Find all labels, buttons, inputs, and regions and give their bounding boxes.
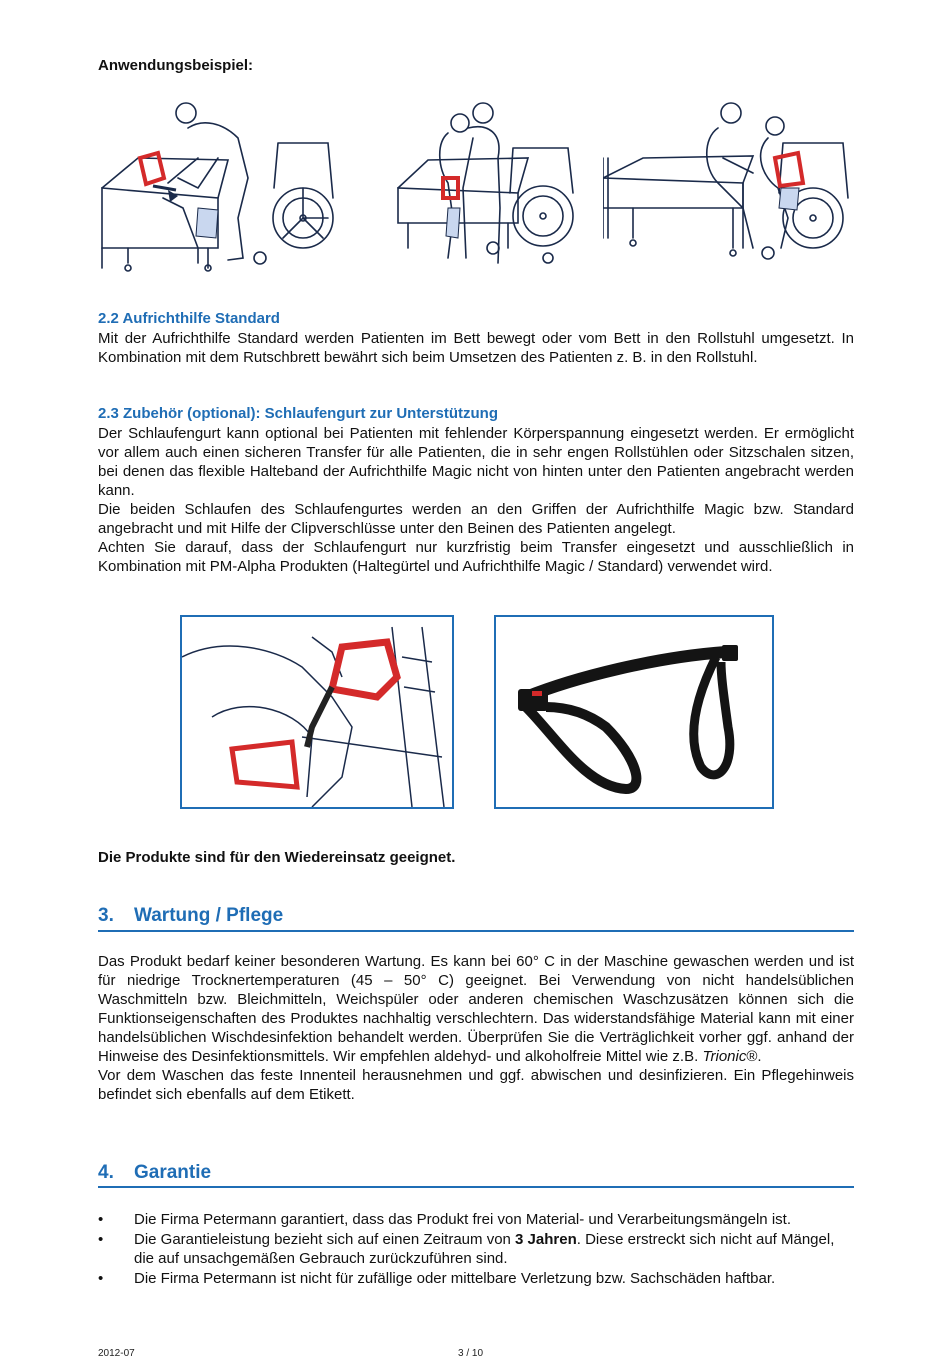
section-4-heading <box>98 1162 211 1184</box>
section-2-2-text <box>98 329 854 367</box>
loop-strap-drawing <box>496 617 772 807</box>
section-3-text <box>98 952 854 1104</box>
section-3-paragraph-1 <box>98 952 854 1066</box>
list-item <box>98 1210 854 1229</box>
warranty-period: 3 Jahren <box>515 1231 577 1248</box>
illustration-bed-transfer-1 <box>98 98 338 278</box>
illustration-bed-transfer-3 <box>603 98 853 278</box>
illustration-strip <box>98 98 854 278</box>
section-3-title: Wartung / Pflege <box>134 905 284 926</box>
section-3-number: 3. <box>98 905 114 926</box>
list-item <box>98 1230 854 1268</box>
footer-page-number: 3 / 10 <box>458 1348 484 1359</box>
bullet-icon: • <box>98 1211 104 1228</box>
section-3-text-main: Das Produkt bedarf keiner besonderen Wartung. Es kann bei 60° C in der Maschine gewaschen werden und ist für niedrige Trocknertemperaturen (45 – 50° C) geeignet. Bei Verwendung von nicht handelsüblichen Waschmitteln bzw. Bleichmitteln, Weichspüler oder anderen chemischen Waschzusätzen können sich die Funktionseigenschaften des Produktes nachhaltig verschlechtern. Das widerstandsfähige Material kann mit einer handelsüblichen Wischdesinfektion behandelt werden. Überprüfen Sie die Verträglichkeit vorher ggf. anhand der Hinweise des Desinfektionsmittels. Wir empfehlen aldehyd- und alkoholfreie Mittel wie z.B. <box>98 953 854 1065</box>
section-2-2-paragraph: Mit der Aufrichthilfe Standard werden Patienten im Bett bewegt oder vom Bett in den Rollstuhl umgesetzt. In Kombination mit dem Rutschbrett bewährt sich beim Umsetzen des Patienten z. B. in den Rollstuhl. <box>98 330 854 366</box>
warranty-list <box>98 1210 854 1289</box>
section-2-3-paragraph-1: Der Schlaufengurt kann optional bei Patienten mit fehlender Körperspannung eingesetzt werden. Er ermöglicht vor allem auch einen sicheren Transfer für alle Patienten, die in sehr engen Rollstühlen oder Sitzschalen sitzen, bei denen das flexible Halteband der Aufrichthilfe Magic nicht von hinten unter den Patienten angebracht werden kann. <box>98 425 854 499</box>
section-2-3-paragraph-3: Achten Sie darauf, dass der Schlaufengurt nur kurzfristig beim Transfer eingesetzt und ausschließlich in Kombination mit PM-Alpha Produkten (Haltegürtel und Aufrichthilfe Magic / Standard) verwendet wird. <box>98 539 854 575</box>
section-4-number: 4. <box>98 1162 114 1183</box>
photo-chair-strap-illustration <box>180 615 454 809</box>
warranty-bullet-2-end: . Diese erstreckt sich nicht auf Mängel, die auf unsachgemäßen Gebrauch zurückzuführen sind. <box>134 1231 835 1267</box>
warranty-bullet-3: Die Firma Petermann ist nicht für zufällige oder mittelbare Verletzung bzw. Sachschäden haftbar. <box>134 1270 776 1287</box>
illustration-bed-transfer-2 <box>348 98 588 278</box>
example-heading: Anwendungsbeispiel: <box>98 57 254 74</box>
section-3-brand: Trionic <box>702 1048 747 1065</box>
section-3-brand-suffix: ®. <box>746 1048 762 1065</box>
section-4-rule <box>98 1186 854 1188</box>
section-2-3-title: 2.3 Zubehör (optional): Schlaufengurt zur Unterstützung <box>98 405 498 422</box>
section-3-paragraph-2: Vor dem Waschen das feste Innenteil herausnehmen und ggf. abwischen und desinfizieren. Ein Pflegehinweis befindet sich ebenfalls auf dem Etikett. <box>98 1067 854 1103</box>
section-4-title: Garantie <box>134 1162 212 1183</box>
chair-strap-drawing <box>182 617 452 807</box>
reuse-note: Die Produkte sind für den Wiedereinsatz geeignet. <box>98 849 456 866</box>
warranty-bullet-2-start: Die Garantieleistung bezieht sich auf einen Zeitraum von <box>134 1231 516 1248</box>
section-3-heading <box>98 905 283 927</box>
section-3-rule <box>98 930 854 932</box>
list-item <box>98 1269 854 1288</box>
section-2-3-paragraph-2: Die beiden Schlaufen des Schlaufengurtes werden an den Griffen der Aufrichthilfe Magic bzw. Standard angebracht und mit Hilfe der Clipverschlüsse unter den Beinen des Patienten angelegt. <box>98 501 854 537</box>
footer-date: 2012-07 <box>98 1348 135 1359</box>
section-2-2-title: 2.2 Aufrichthilfe Standard <box>98 310 280 327</box>
section-2-3-text <box>98 424 854 576</box>
bullet-icon: • <box>98 1270 104 1287</box>
warranty-bullet-1: Die Firma Petermann garantiert, dass das Produkt frei von Material- und Verarbeitungsmängeln ist. <box>134 1211 791 1228</box>
photo-loop-strap <box>494 615 774 809</box>
bullet-icon: • <box>98 1231 104 1248</box>
